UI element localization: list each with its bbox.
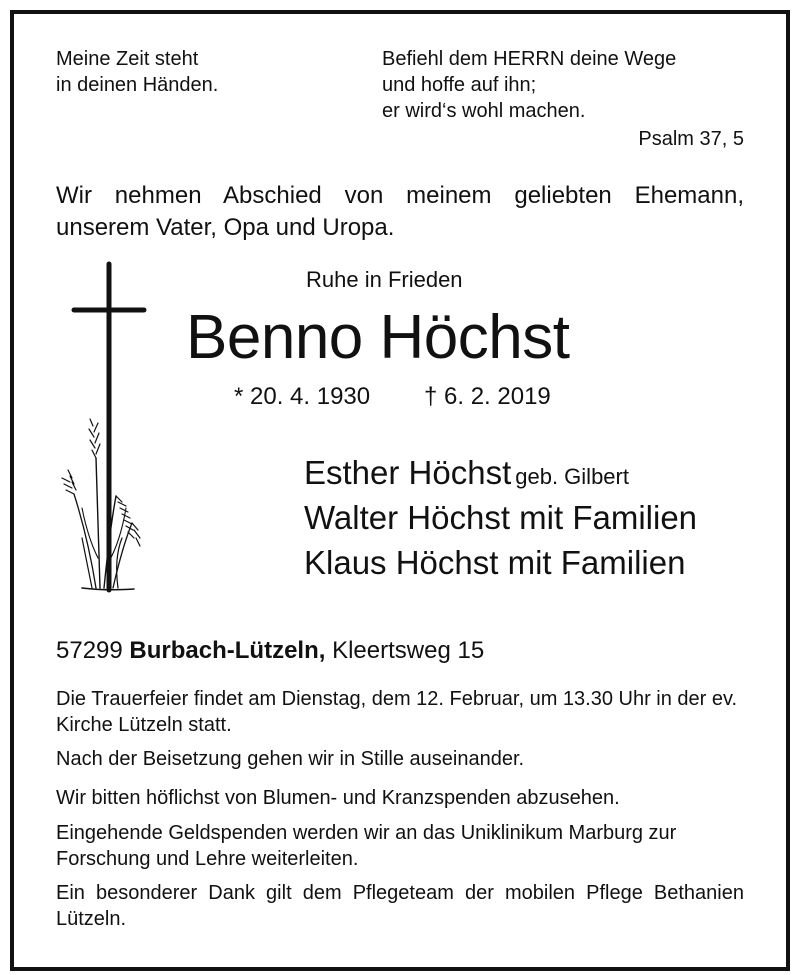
address-postcode: 57299	[56, 637, 123, 664]
mourner-wife	[304, 452, 629, 498]
death-date: † 6. 2. 2019	[424, 383, 551, 410]
burial-info: Nach der Beisetzung gehen wir in Stille auseinander.	[56, 748, 525, 770]
psalm-reference: Psalm 37, 5	[638, 128, 744, 150]
mourner-klaus: Klaus Höchst mit Familien	[304, 544, 686, 581]
address	[56, 636, 484, 666]
address-city: Burbach-Lützeln,	[129, 637, 326, 664]
mourner-walter: Walter Höchst mit Familien	[304, 499, 698, 536]
mourner-name: Esther Höchst	[304, 454, 512, 491]
deceased-name: Benno Höchst	[186, 303, 570, 372]
address-street: Kleertsweg 15	[332, 637, 485, 664]
verse-right: Befiehl dem HERRN deine Wege und hoffe auf ihn; er wird‘s wohl machen.	[382, 48, 677, 122]
birth-date: * 20. 4. 1930	[234, 383, 371, 410]
mourner-maiden-name: geb. Gilbert	[515, 464, 629, 489]
donation-info: Eingehende Geldspenden werden wir an das Uniklinikum Marburg zur Forschung und Lehre weiterleiten.	[56, 822, 677, 870]
rest-in-peace: Ruhe in Frieden	[306, 267, 463, 292]
flowers-request: Wir bitten höflichst von Blumen- und Kranzspenden abzusehen.	[56, 787, 620, 809]
funeral-info: Die Trauerfeier findet am Dienstag, dem 12. Februar, um 13.30 Uhr in der ev. Kirche Lützeln statt.	[56, 688, 738, 736]
thanks-note: Ein besonderer Dank gilt dem Pflegeteam der mobilen Pflege Bethanien Lützeln.	[56, 882, 744, 930]
verse-left: Meine Zeit steht in deinen Händen.	[56, 48, 219, 96]
cross-with-wheat-icon	[52, 258, 148, 598]
intro-text: Wir nehmen Abschied von meinem geliebten Ehemann, unserem Vater, Opa und Uropa.	[56, 182, 744, 241]
